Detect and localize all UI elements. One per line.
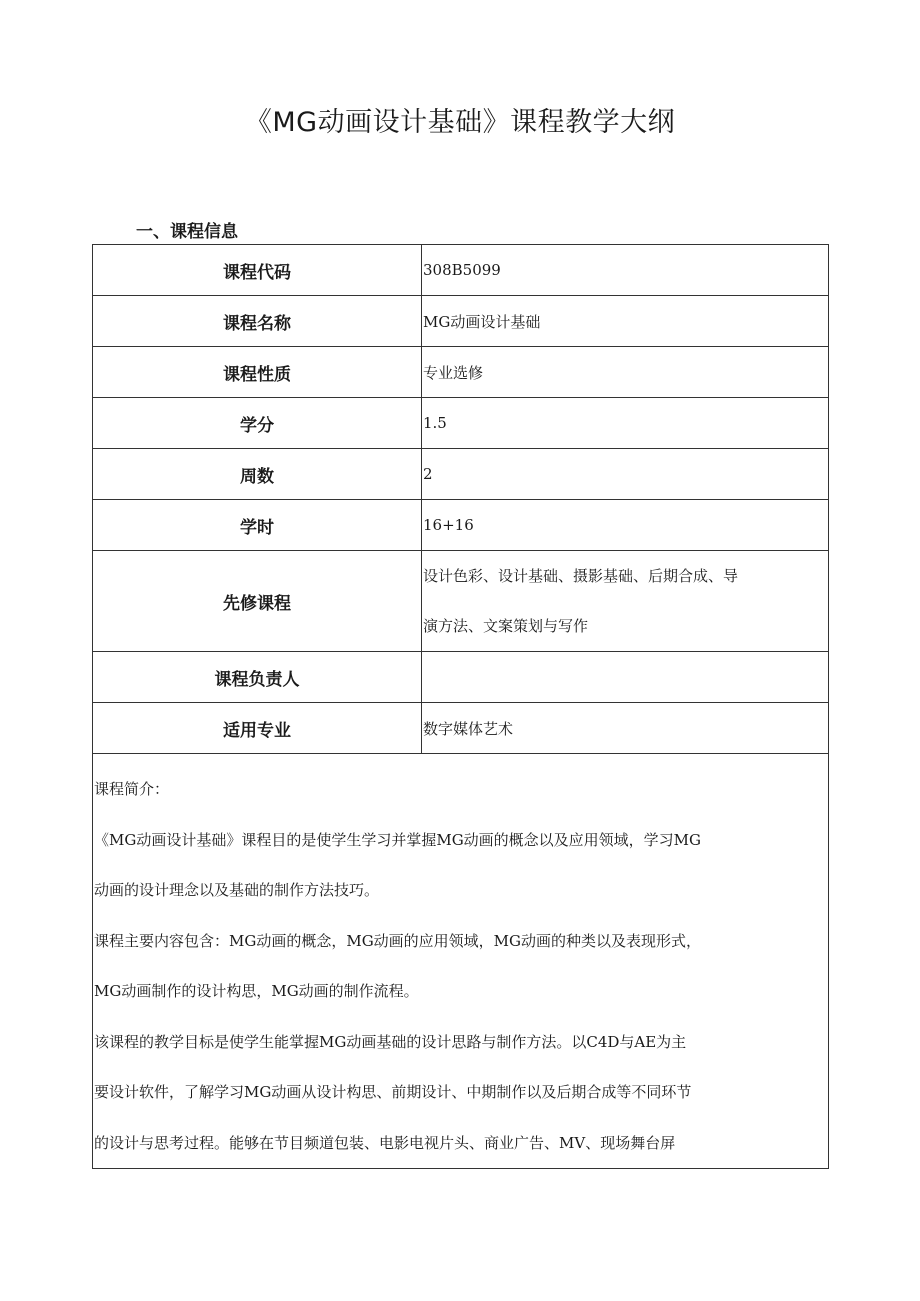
row-value-credits: 1.5	[422, 398, 829, 449]
table-row	[93, 245, 829, 296]
row-value-course-lead	[422, 652, 829, 703]
intro-line: 课程主要内容包含：MG动画的概念，MG动画的应用领域，MG动画的种类以及表现形式，	[94, 931, 702, 950]
row-value-hours: 16+16	[422, 500, 829, 551]
prerequisites-line-1: 设计色彩、设计基础、摄影基础、后期合成、导	[423, 567, 739, 585]
table-row	[93, 754, 829, 1169]
row-label-weeks: 周数	[93, 449, 422, 500]
table-row	[93, 449, 829, 500]
intro-line: 《MG动画设计基础》课程目的是使学生学习并掌握MG动画的概念以及应用领域，学习MG	[94, 830, 702, 849]
table-row	[93, 347, 829, 398]
row-label-course-lead: 课程负责人	[93, 652, 422, 703]
row-value-weeks: 2	[422, 449, 829, 500]
table-row	[93, 551, 829, 652]
course-info-table	[92, 244, 829, 1169]
row-value-course-name: MG动画设计基础	[422, 296, 829, 347]
row-label-prerequisites: 先修课程	[93, 551, 422, 652]
table-row	[93, 703, 829, 754]
intro-heading: 课程简介：	[94, 780, 170, 798]
section-heading-course-info: 一、课程信息	[136, 222, 238, 242]
row-label-course-code: 课程代码	[93, 245, 422, 296]
document-title: 《MG动画设计基础》课程教学大纲	[244, 107, 676, 138]
row-value-course-type: 专业选修	[422, 347, 829, 398]
row-value-applicable-major: 数字媒体艺术	[422, 703, 829, 754]
row-value-prerequisites	[422, 551, 829, 652]
table-row	[93, 398, 829, 449]
table-row	[93, 296, 829, 347]
prerequisites-line-2: 演方法、文案策划与写作	[423, 617, 589, 635]
intro-line: 动画的设计理念以及基础的制作方法技巧。	[94, 881, 380, 899]
intro-line: 的设计与思考过程。能够在节目频道包装、电影电视片头、商业广告、MV、现场舞台屏	[94, 1133, 676, 1152]
row-label-course-name: 课程名称	[93, 296, 422, 347]
row-label-credits: 学分	[93, 398, 422, 449]
course-intro-cell	[93, 754, 829, 1169]
intro-line: MG动画制作的设计构思，MG动画的制作流程。	[94, 982, 419, 1000]
row-label-course-type: 课程性质	[93, 347, 422, 398]
intro-line: 要设计软件，了解学习MG动画从设计构思、前期设计、中期制作以及后期合成等不同环节	[94, 1083, 692, 1101]
row-label-applicable-major: 适用专业	[93, 703, 422, 754]
row-label-hours: 学时	[93, 500, 422, 551]
table-row	[93, 500, 829, 551]
row-value-course-code: 308B5099	[422, 245, 829, 296]
table-row	[93, 652, 829, 703]
intro-line: 该课程的教学目标是使学生能掌握MG动画基础的设计思路与制作方法。以C4D与AE为主	[94, 1032, 687, 1051]
